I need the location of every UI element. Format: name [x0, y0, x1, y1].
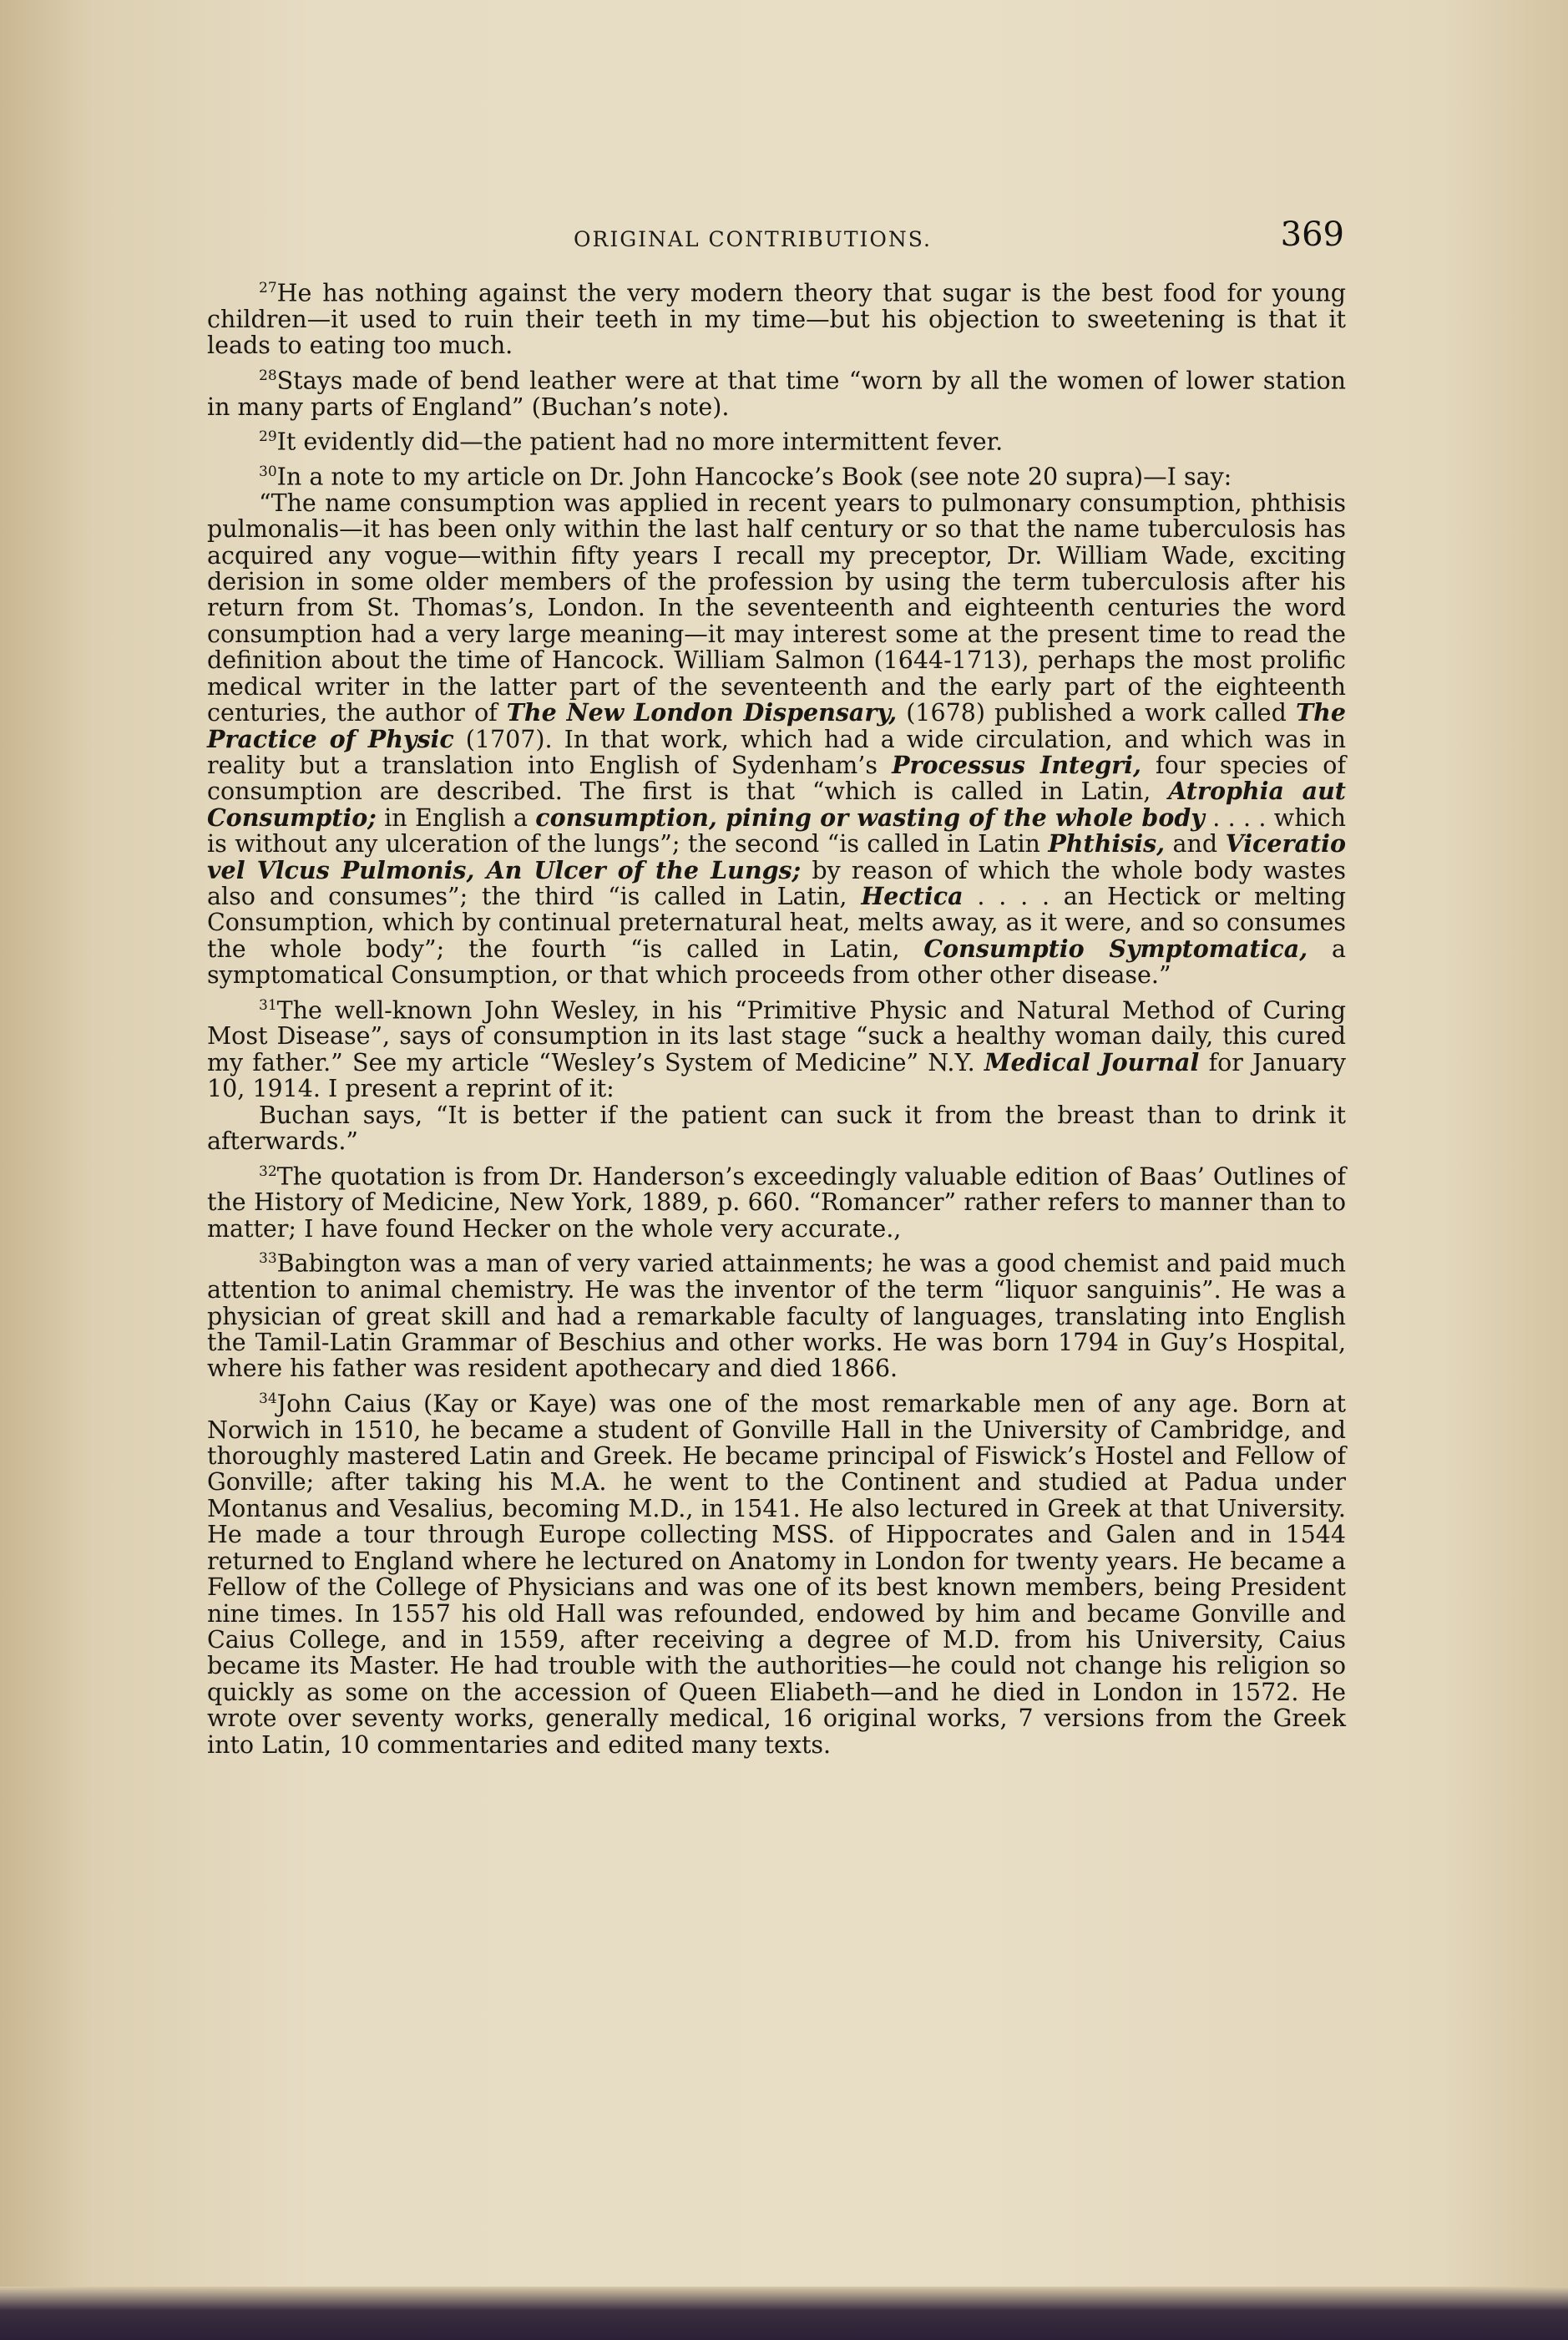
footnote-text: Buchan says, “It is better if the patient can suck it from the breast than to drink it afterwards.” — [207, 1101, 1346, 1156]
footnote-marker: 27 — [259, 280, 277, 296]
page-bottom-shadow — [0, 2287, 1568, 2340]
quote-text: (1678) published a work called — [897, 699, 1296, 727]
quote-text: by reason of which the whole body wastes also and consumes”; the third “is called in Latin, — [207, 856, 1346, 910]
footnote-marker: 33 — [259, 1250, 277, 1268]
page-number: 369 — [1280, 215, 1344, 254]
footnote-marker: 30 — [259, 463, 277, 480]
footnote-33 — [207, 1246, 1346, 1382]
latin-term-atrophia: Atrophia aut Consumptio; — [207, 777, 1346, 832]
footnote-text: He has nothing against the very modern theory that sugar is the best food for young children—it used to ruin their teeth in my time—but his objection to sweetening is that it leads to eating too much. — [207, 279, 1346, 360]
footnote-marker: 28 — [259, 367, 277, 384]
latin-term-viceratio: Viceratio vel Vlcus Pulmonis, An Ulcer of the Lungs; — [207, 829, 1346, 884]
footnote-marker: 29 — [259, 428, 277, 446]
footnote-31-buchan — [207, 1102, 1346, 1155]
footnote-27 — [207, 276, 1346, 359]
footnote-text: The well-known John Wesley, in his “Primitive Physic and Natural Method of Curing Most Disease”, says of consumption in its last stage “suck a healthy woman daily, this cured my father.” See my article “Wesley’s System of Medicine” N.Y. — [207, 996, 1346, 1076]
footnote-text: It evidently did—the patient had no more intermittent fever. — [276, 428, 1004, 456]
book-title-new-london-dispensary: The New London Dispensary, — [506, 698, 898, 727]
quote-text: in English a — [376, 803, 536, 832]
page-header — [209, 215, 1353, 266]
quote-text: and — [1165, 830, 1226, 859]
footnote-text: Babington was a man of very varied attainments; he was a good chemist and paid much attention to animal chemistry. He was the inventor of the term “liquor sanguinis”. He was a physician of great skill and had a remarkable faculty of languages, translating into English the Tamil-Latin Grammar of Beschius and other works. He was born 1794 in Guy’s Hospital, where his father was resident apothecary and died 1866. — [207, 1249, 1346, 1383]
footnote-28 — [207, 363, 1346, 420]
quote-text: (1707). In that work, which had a wide circulation, and which was in reality but a translation into English of Sydenham’s — [207, 725, 1347, 779]
quote-text: “The name consumption was applied in recent years to pulmonary consumption, phthisis pulmonalis—it has been only within the last half century or so that the name tuberculosis has acquired any vogue—within fifty years I recall my preceptor, Dr. William Wade, exciting derision in some older members of the profession by using the term tuberculosis after his return from St. Thomas’s, London. In the seventeenth and eighteenth centuries the word consumption had a very large meaning—it may interest some at the present time to read the definition about the time of Hancock. William Salmon (1644-1713), perhaps the most prolific medical writer in the latter part of the seventeenth and the early part of the eighteenth centuries, the author of — [207, 489, 1346, 727]
footnote-marker: 31 — [259, 996, 277, 1014]
book-title-processus-integri: Processus Integri, — [892, 750, 1141, 779]
latin-term-consumptio-symptomatica: Consumptio Symptomatica, — [923, 934, 1308, 963]
latin-term-hectica: Hectica — [861, 881, 964, 910]
running-head: ORIGINAL CONTRIBUTIONS. — [574, 227, 932, 251]
footnote-text: The quotation is from Dr. Handerson’s exceedingly valuable edition of Baas’ Outlines of the History of Medicine, New York, 1889, p. 660. “Romancer” rather refers to manner than to matter; I have found Hecker on the whole very accurate., — [207, 1162, 1346, 1243]
quote-text: four species of consumption are described. The first is that “which is called in Latin, — [207, 751, 1346, 806]
footnote-text: In a note to my article on Dr. John Hancocke’s Book (see note 20 supra)—I say: — [276, 463, 1232, 491]
footnote-text: John Caius (Kay or Kaye) was one of the most remarkable men of any age. Born at Norwich in 1510, he became a student of Gonville Hall in the University of Cambridge, and thoroughly mastered Latin and Greek. He became principal of Fiswick’s Hostel and Fellow of Gonville; after taking his M.A. he went to the Continent and studied at Padua under Montanus and Vesalius, becoming M.D., in 1541. He also lectured in Greek at that University. He made a tour through Europe collecting MSS. of Hippocrates and Galen and in 1544 returned to England where he lectured on Anatomy in London for twenty years. He became a Fellow of the College of Physicians and was one of its best known members, being President nine times. In 1557 his old Hall was refounded, endowed by him and became Gonville and Caius College, and in 1559, after receiving a degree of M.D. from his University, Caius became its Master. He had trouble with the authorities—he could not change his religion so quickly as some on the accession of Queen Eliabeth—and he died in London in 1572. He wrote over seventy works, generally medical, 16 original works, 7 versions from the Greek into Latin, 10 commentaries and edited many texts. — [207, 1390, 1346, 1759]
footnote-31 — [207, 993, 1346, 1102]
quote-text: . . . . an Hectick or melting Consumption, which by continual preternatural heat, melts away, as it were, and so consumes the whole body”; the fourth “is called in Latin, — [207, 882, 1346, 963]
footnote-text: Stays made of bend leather were at that time “worn by all the women of lower station in many parts of England” (Buchan’s note). — [207, 367, 1346, 421]
journal-title-medical-journal: Medical Journal — [984, 1047, 1200, 1076]
footnote-30 — [207, 459, 1346, 490]
footnote-32 — [207, 1159, 1346, 1243]
footnote-34 — [207, 1386, 1346, 1758]
footnote-text: for January 10, 1914. I present a reprint of it: — [207, 1048, 1347, 1103]
latin-term-phthisis: Phthisis, — [1048, 829, 1166, 859]
footnote-marker: 34 — [259, 1390, 277, 1407]
english-term-consumption: consumption, pining or wasting of the whole body — [535, 803, 1205, 832]
quote-text: a symptomatical Consumption, or that which proceeds from other other disease.” — [207, 934, 1346, 990]
footnote-30-quotation — [207, 490, 1346, 989]
footnote-marker: 32 — [259, 1162, 277, 1180]
footnote-29 — [207, 424, 1346, 455]
book-title-practice-of-physic: The Practice of Physic — [207, 698, 1346, 753]
footnotes-body — [207, 276, 1346, 1762]
quote-text: . . . . which is without any ulceration of the lungs”; the second “is called in Latin — [207, 803, 1346, 859]
